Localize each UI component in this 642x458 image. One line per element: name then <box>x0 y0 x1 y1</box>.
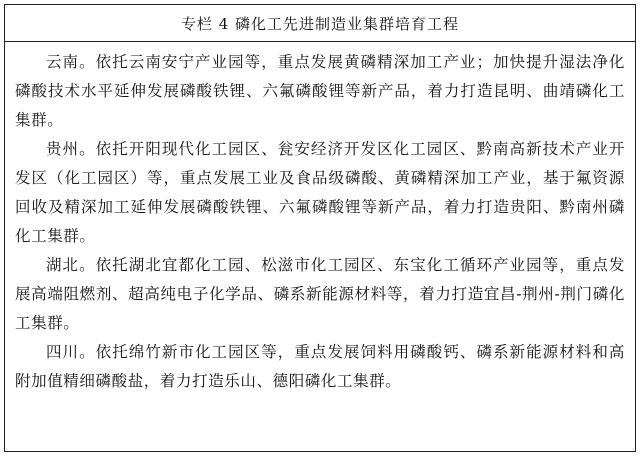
column-box <box>4 4 636 452</box>
paragraph-hubei: 湖北。依托湖北宜都化工园、松滋市化工园区、东宝化工循环产业园等，重点发展高端阻燃剂、超高纯电子化学品、磷系新能源材料等，着力打造宜昌-荆州-荆门磷化工集群。 <box>15 256 625 332</box>
paragraph-yunnan: 云南。依托云南安宁产业园等，重点发展黄磷精深加工产业；加快提升湿法净化磷酸技术水平延伸发展磷酸铁锂、六氟磷酸锂等新产品，着力打造昆明、曲靖磷化工集群。 <box>15 53 625 129</box>
column-content <box>5 42 635 396</box>
paragraph-sichuan: 四川。依托绵竹新市化工园区等，重点发展饲料用磷酸钙、磷系新能源材料和高附加值精细磷酸盐，着力打造乐山、德阳磷化工集群。 <box>15 343 625 390</box>
paragraph-guizhou: 贵州。依托开阳现代化工园区、瓮安经济开发区化工园区、黔南高新技术产业开发区（化工园区）等，重点发展工业及食品级磷酸、黄磷精深加工产业，基于氟资源回收及精深加工延伸发展磷酸铁锂、六氟磷酸锂等新产品，着力打造贵阳、黔南州磷化工集群。 <box>15 140 625 245</box>
column-title: 专栏 4 磷化工先进制造业集群培育工程 <box>5 5 635 42</box>
